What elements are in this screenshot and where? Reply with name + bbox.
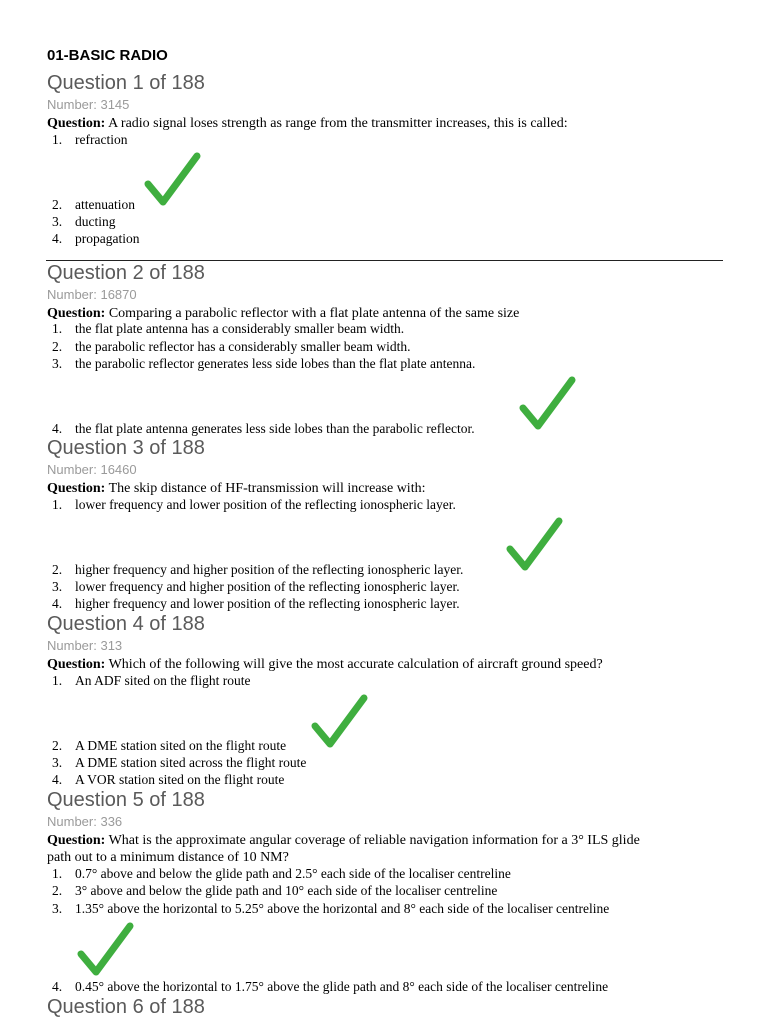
question-1-number: Number: 3145 xyxy=(47,97,130,112)
question-1-option-4: 4. propagation xyxy=(52,231,140,246)
question-1-body: A radio signal loses strength as range from the transmitter increases, this is called: xyxy=(108,116,568,131)
question-5-option-2: 2. 3° above and below the glide path and 10° each side of the localiser centreline xyxy=(52,883,498,898)
question-4-option-1: 1. An ADF sited on the flight route xyxy=(52,673,251,688)
question-2-option-4: 4. the flat plate antenna generates less side lobes than the parabolic reflector. xyxy=(52,421,475,436)
question-label: Question: xyxy=(47,116,106,131)
question-5-text: Question: What is the approximate angular coverage of reliable navigation information for a 3° ILS glide xyxy=(47,833,640,848)
question-3-text: Question: The skip distance of HF-transmission will increase with: xyxy=(47,481,426,496)
question-1-option-1: 1. refraction xyxy=(52,132,128,147)
question-2-text: Question: Comparing a parabolic reflector with a flat plate antenna of the same size xyxy=(47,306,520,321)
question-5-option-4: 4. 0.45° above the horizontal to 1.75° above the glide path and 8° each side of the localiser centreline xyxy=(52,979,609,994)
question-5-number: Number: 336 xyxy=(47,814,123,829)
question-1-header: Question 1 of 188 xyxy=(47,72,205,94)
question-3-option-2: 2. higher frequency and higher position of the reflecting ionospheric layer. xyxy=(52,562,464,577)
question-4-number: Number: 313 xyxy=(47,638,123,653)
question-1-text xyxy=(47,115,568,132)
question-1-option-2: 2. attenuation xyxy=(52,197,135,212)
question-5-option-1: 1. 0.7° above and below the glide path and 2.5° each side of the localiser centreline xyxy=(52,866,511,881)
question-5-option-3: 3. 1.35° above the horizontal to 5.25° above the horizontal and 8° each side of the localiser centreline xyxy=(52,901,610,916)
question-2-option-2: 2. the parabolic reflector has a considerably smaller beam width. xyxy=(52,339,411,354)
question-3-option-1: 1. lower frequency and lower position of the reflecting ionospheric layer. xyxy=(52,497,456,512)
question-1-option-3: 3. ducting xyxy=(52,214,116,229)
question-2-header: Question 2 of 188 xyxy=(47,262,205,284)
question-2-option-1: 1. the flat plate antenna has a considerably smaller beam width. xyxy=(52,321,405,336)
checkmark-icon xyxy=(76,920,136,978)
question-4-option-2: 2. A DME station sited on the flight route xyxy=(52,738,287,753)
question-4-header: Question 4 of 188 xyxy=(47,613,205,635)
question-5-header: Question 5 of 188 xyxy=(47,789,205,811)
question-2-option-3: 3. the parabolic reflector generates less side lobes than the flat plate antenna. xyxy=(52,356,476,371)
checkmark-icon xyxy=(310,692,370,750)
question-3-option-3: 3. lower frequency and higher position of the reflecting ionospheric layer. xyxy=(52,579,460,594)
question-4-option-4: 4. A VOR station sited on the flight route xyxy=(52,772,285,787)
divider xyxy=(46,260,723,261)
checkmark-icon xyxy=(143,150,203,208)
question-4-text: Question: Which of the following will give the most accurate calculation of aircraft ground speed? xyxy=(47,657,603,672)
question-3-option-4: 4. higher frequency and lower position of the reflecting ionospheric layer. xyxy=(52,596,460,611)
checkmark-icon xyxy=(518,374,578,432)
question-6-header: Question 6 of 188 xyxy=(47,996,205,1018)
question-3-header: Question 3 of 188 xyxy=(47,437,205,459)
question-5-text-continued: path out to a minimum distance of 10 NM? xyxy=(47,850,289,865)
question-2-number: Number: 16870 xyxy=(47,287,137,302)
checkmark-icon xyxy=(505,515,565,573)
section-title: 01-BASIC RADIO xyxy=(47,47,168,64)
question-4-option-3: 3. A DME station sited across the flight route xyxy=(52,755,307,770)
question-3-number: Number: 16460 xyxy=(47,462,137,477)
